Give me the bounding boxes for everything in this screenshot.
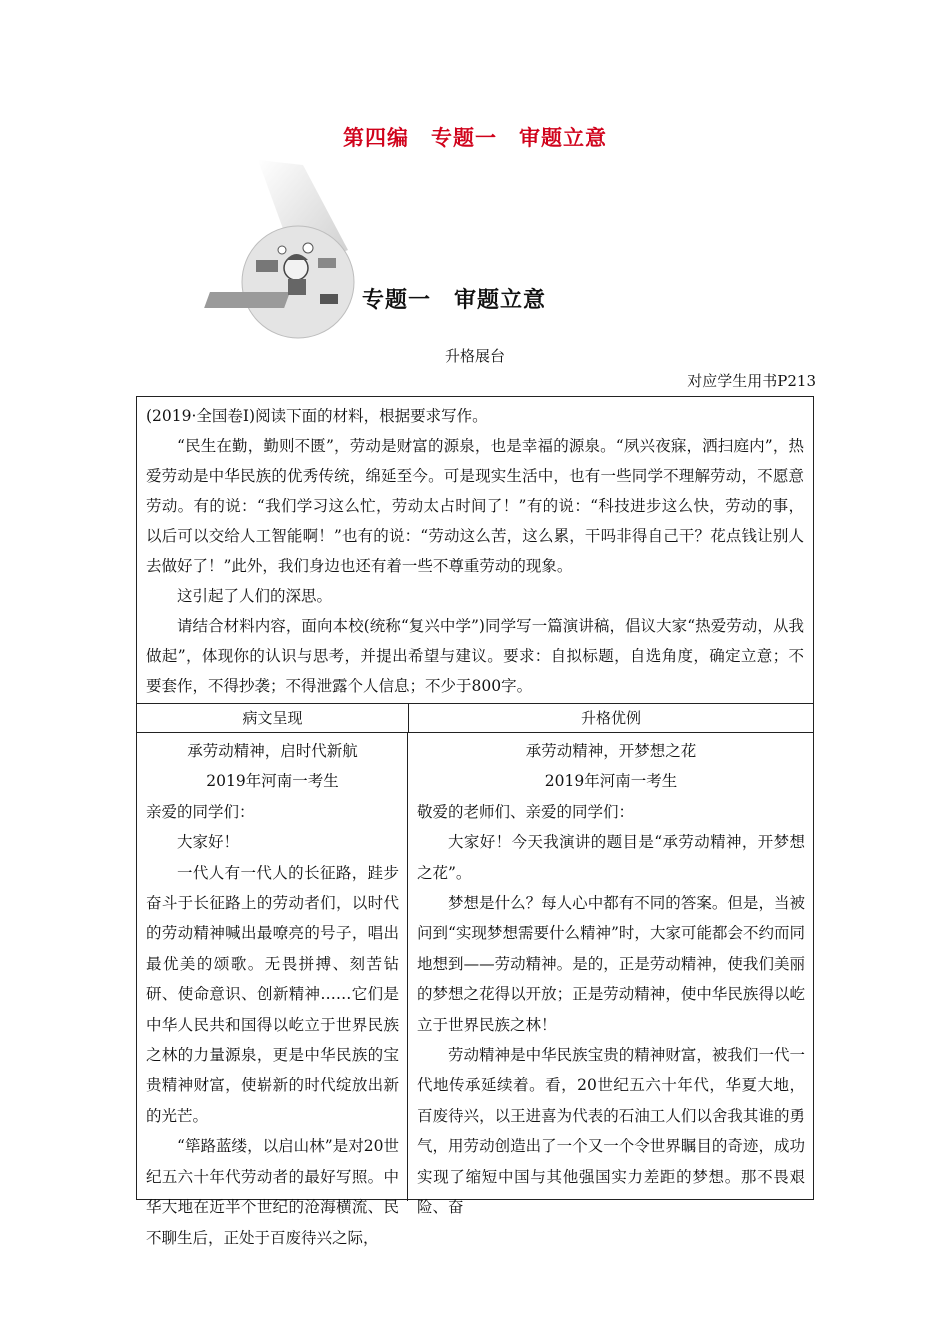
banner-illustration [228, 160, 368, 340]
right-column-header: 升格优例 [580, 709, 641, 727]
essay-paragraph: “筚路蓝缕，以启山林”是对20世纪五六十年代劳动者的最好写照。中华大地在近半个世纪的沧海横流、民不聊生后，正处于百废待兴之际， [146, 1137, 399, 1247]
essay-greeting: 大家好！今天我演讲的题目是“承劳动精神，开梦想之花”。 [417, 833, 805, 882]
essay-author: 2019年河南一考生 [544, 772, 678, 791]
writing-prompt [136, 396, 814, 704]
essay-greeting: 大家好！ [177, 833, 240, 852]
section-banner-title: 专题一 审题立意 [362, 288, 547, 313]
essay-paragraph: 劳动精神是中华民族宝贵的精神财富，被我们一代一代地传承延续着。看，20世纪五六十年代，华夏大地，百废待兴，以王进喜为代表的石油工人们以舍我其谁的勇气，用劳动创造出了一个又一个令世界瞩目的奇迹，成功实现了缩短中国与其他强国实力差距的梦想。那不畏艰险、奋 [417, 1046, 805, 1217]
flawed-essay [137, 733, 408, 1247]
section-subtitle: 升格展台 [444, 347, 505, 365]
essay-paragraph: 一代人有一代人的长征路，跬步奋斗于长征路上的劳动者们，以时代的劳动精神喊出最嘹亮的号子，唱出最优美的颂歌。无畏拼搏、刻苦钻研、使命意识、创新精神……它们是中华人民共和国得以屹立于世界民族之林的力量源泉，更是中华民族的宝贵精神财富，使崭新的时代绽放出新的光芒。 [146, 863, 399, 1125]
page-title: 第四编 专题一 审题立意 [343, 126, 607, 150]
prompt-paragraph: “民生在勤，勤则不匮”，劳动是财富的源泉，也是幸福的源泉。“夙兴夜寐，洒扫庭内”，热爱劳动是中华民族的优秀传统，绵延至今。可是现实生活中，也有一些同学不理解劳动，不愿意劳动。有的说：“我们学习这么忙，劳动太占时间了！”有的说：“科技进步这么快，劳动的事，以后可以交给人工智能啊！”也有的说：“劳动这么苦，这么累，干吗非得自己干？花点钱让别人去做好了！”此外，我们身边也还有着一些不尊重劳动的现象。 [146, 437, 804, 575]
essay-salutation: 敬爱的老师们、亲爱的同学们： [417, 802, 635, 821]
left-column-header: 病文呈现 [137, 704, 409, 732]
essay-salutation: 亲爱的同学们： [146, 802, 255, 821]
prompt-source: (2019·全国卷Ⅰ)阅读下面的材料，根据要求写作。 [146, 407, 488, 425]
prompt-paragraph: 这引起了人们的深思。 [177, 587, 333, 605]
table-header [137, 704, 813, 733]
essay-title: 承劳动精神，启时代新航 [187, 742, 358, 760]
comparison-table [136, 704, 814, 1247]
book-reference: 对应学生用书P213 [687, 372, 816, 390]
prompt-paragraph: 请结合材料内容，面向本校(统称“复兴中学”)同学写一篇演讲稿，倡议大家“热爱劳动，从我做起”，体现你的认识与思考，并提出希望与建议。要求：自拟标题，自选角度，确定立意；不要套作，不得抄袭；不得泄露个人信息；不少于800字。 [146, 617, 804, 695]
essay-author: 2019年河南一考生 [206, 772, 339, 791]
essay-paragraph: 梦想是什么？每人心中都有不同的答案。但是，当被问到“实现梦想需要什么精神”时，大家可能都会不约而同地想到——劳动精神。是的，正是劳动精神，使我们美丽的梦想之花得以开放；正是劳动精神，使中华民族得以屹立于世界民族之林！ [417, 894, 805, 1034]
essay-title: 承劳动精神，开梦想之花 [525, 742, 697, 760]
improved-essay [408, 733, 813, 1217]
